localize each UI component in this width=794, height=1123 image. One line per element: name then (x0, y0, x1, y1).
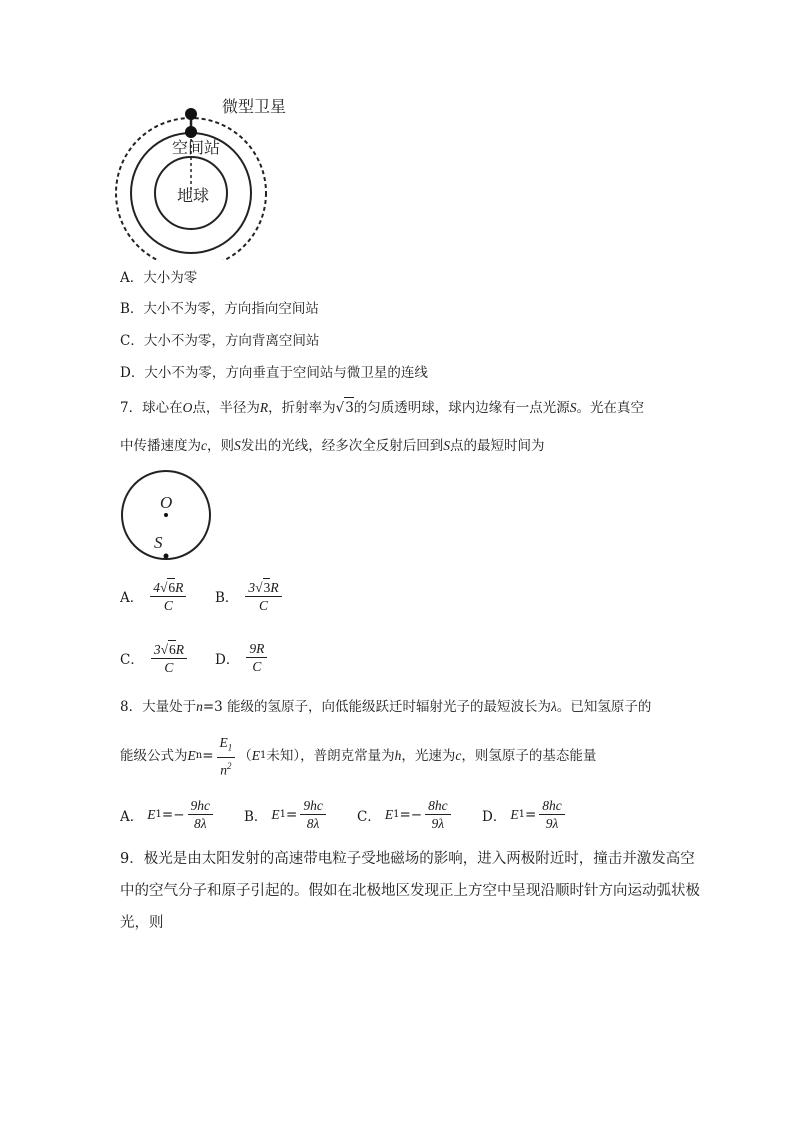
q7-option-a: A． $\frac{4√6R}{C}$ (120, 578, 189, 614)
q7-stem-line2: 中传播速度为c，则S发出的光线，经多次全反射后回到S点的最短时间为 (120, 438, 545, 454)
q7-option-d: D． $\frac{9R}{C}$ (215, 640, 270, 675)
source-point (164, 554, 169, 559)
q9-stem-line2: 中的空气分子和原子引起的。假如在北极地区发现正上方空中呈现沿顺时针方向运动弧状极 (120, 883, 700, 899)
q9-stem-line1: 9．极光是由太阳发射的高速带电粒子受地磁场的影响，进入两极附近时，撞击并激发高空 (120, 851, 695, 867)
q6-option-a: A．大小为零 (120, 270, 198, 286)
q8-option-a: A． E 1 = − $\frac{9hc}{8\lambda}$ (120, 797, 216, 832)
station-dot (185, 126, 197, 138)
q8-option-c: C． E 1 = − $\frac{8hc}{9\lambda}$ (357, 797, 454, 832)
q7-option-b: B． $\frac{3√3R}{C}$ (215, 578, 285, 614)
label-satellite: 微型卫星 (222, 97, 287, 116)
q6-option-d: D．大小不为零，方向垂直于空间站与微卫星的连线 (120, 365, 428, 381)
satellite-dot (185, 108, 197, 120)
q8-option-d: D． E 1 = $\frac{8hc}{9\lambda}$ (482, 797, 568, 832)
label-S: S (154, 533, 163, 552)
label-O: O (160, 493, 173, 512)
q7-stem-line1: 7．球心在O点，半径为R，折射率为√3的匀质透明球，球内边缘有一点光源S。光在真空 (120, 397, 644, 418)
q8-option-b: B． E 1 = $\frac{9hc}{8\lambda}$ (244, 797, 329, 832)
q6-option-b: B．大小不为零，方向指向空间站 (120, 301, 319, 317)
q6-option-c: C．大小不为零，方向背离空间站 (120, 333, 320, 349)
label-station: 空间站 (172, 138, 221, 157)
center-point (164, 513, 168, 517)
q8-stem-line1: 8．大量处于n=3 能级的氢原子，向低能级跃迁时辐射光子的最短波长为λ。已知氢原子的 (120, 699, 652, 715)
label-earth: 地球 (177, 186, 210, 205)
q8-stem-line2: 能级公式为 E n = $\frac{E_1}{n^2}$ （ E 1 未知），普朗克常量为 h ，光速为 c ，则氢原子的基态能量 (120, 735, 597, 778)
q7-option-c: C． $\frac{3√6R}{C}$ (120, 640, 190, 676)
q9-stem-line3: 光，则 (120, 915, 164, 931)
orbit-figure (115, 95, 315, 260)
sphere-figure (118, 470, 218, 562)
